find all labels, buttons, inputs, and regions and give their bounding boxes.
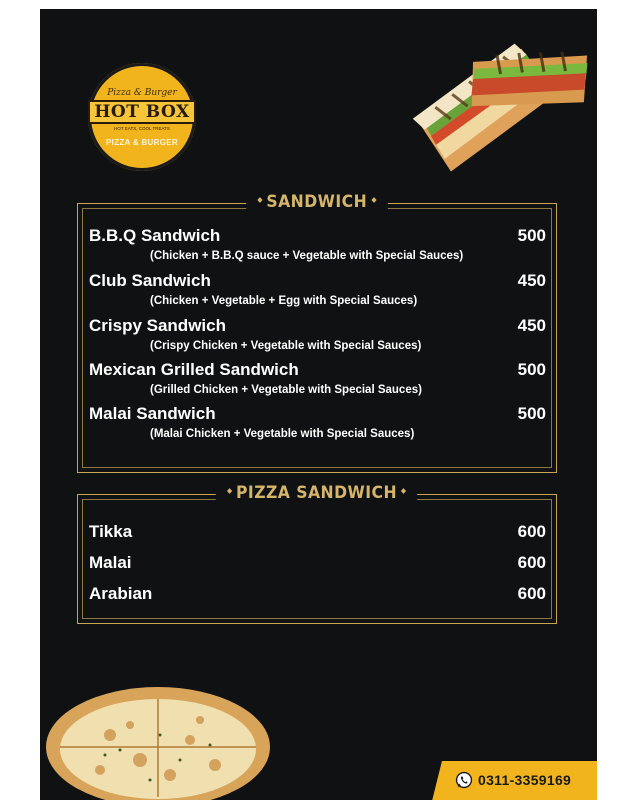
menu-page bbox=[40, 9, 597, 800]
item-price: 500 bbox=[517, 404, 546, 423]
item-description: (Malai Chicken + Vegetable with Special Sauces) bbox=[150, 428, 415, 440]
whatsapp-icon bbox=[455, 771, 473, 789]
section-title-pizza-sandwich: PIZZA SANDWICH bbox=[216, 483, 418, 503]
section-title-sandwich: SANDWICH bbox=[246, 192, 387, 212]
item-description: (Grilled Chicken + Vegetable with Special Sauces) bbox=[150, 384, 422, 396]
menu-item bbox=[89, 226, 546, 262]
pizza-sandwich-section bbox=[77, 483, 557, 624]
item-description: (Crispy Chicken + Vegetable with Special Sauces) bbox=[150, 340, 422, 352]
item-name: B.B.Q Sandwich bbox=[89, 226, 221, 245]
item-price: 500 bbox=[517, 226, 546, 245]
hotbox-logo bbox=[88, 63, 196, 171]
item-description: (Chicken + B.B.Q sauce + Vegetable with Special Sauces) bbox=[150, 250, 464, 262]
logo-tagline: HOT EATS, COOL TREATS bbox=[114, 125, 170, 131]
menu-item bbox=[89, 522, 546, 542]
item-price: 600 bbox=[517, 584, 546, 603]
menu-item bbox=[89, 360, 546, 396]
contact[interactable] bbox=[455, 771, 571, 789]
menu-item bbox=[89, 271, 546, 307]
item-name: Tikka bbox=[89, 522, 133, 541]
logo-subtitle: PIZZA & BURGER bbox=[106, 137, 178, 147]
menu-item bbox=[89, 316, 546, 352]
item-price: 500 bbox=[517, 360, 546, 379]
item-name: Malai bbox=[89, 553, 132, 572]
menu-item bbox=[89, 553, 546, 573]
logo-top-text: Pizza & Burger bbox=[107, 87, 177, 98]
pizza-image bbox=[40, 665, 280, 800]
menu-item bbox=[89, 404, 546, 440]
menu-item bbox=[89, 584, 546, 604]
phone-number[interactable]: 0311-3359169 bbox=[478, 772, 572, 788]
item-name: Club Sandwich bbox=[89, 271, 211, 290]
item-name: Mexican Grilled Sandwich bbox=[89, 360, 299, 379]
item-price: 450 bbox=[517, 271, 546, 290]
sandwich-image bbox=[360, 9, 597, 189]
logo-name: HOT BOX bbox=[88, 100, 195, 124]
item-description: (Chicken + Vegetable + Egg with Special Sauces) bbox=[150, 295, 418, 307]
item-price: 600 bbox=[517, 522, 546, 541]
item-name: Malai Sandwich bbox=[89, 404, 216, 423]
item-price: 450 bbox=[517, 316, 546, 335]
item-name: Arabian bbox=[89, 584, 153, 603]
sandwich-section bbox=[77, 192, 557, 473]
item-name: Crispy Sandwich bbox=[89, 316, 226, 335]
item-price: 600 bbox=[517, 553, 546, 572]
